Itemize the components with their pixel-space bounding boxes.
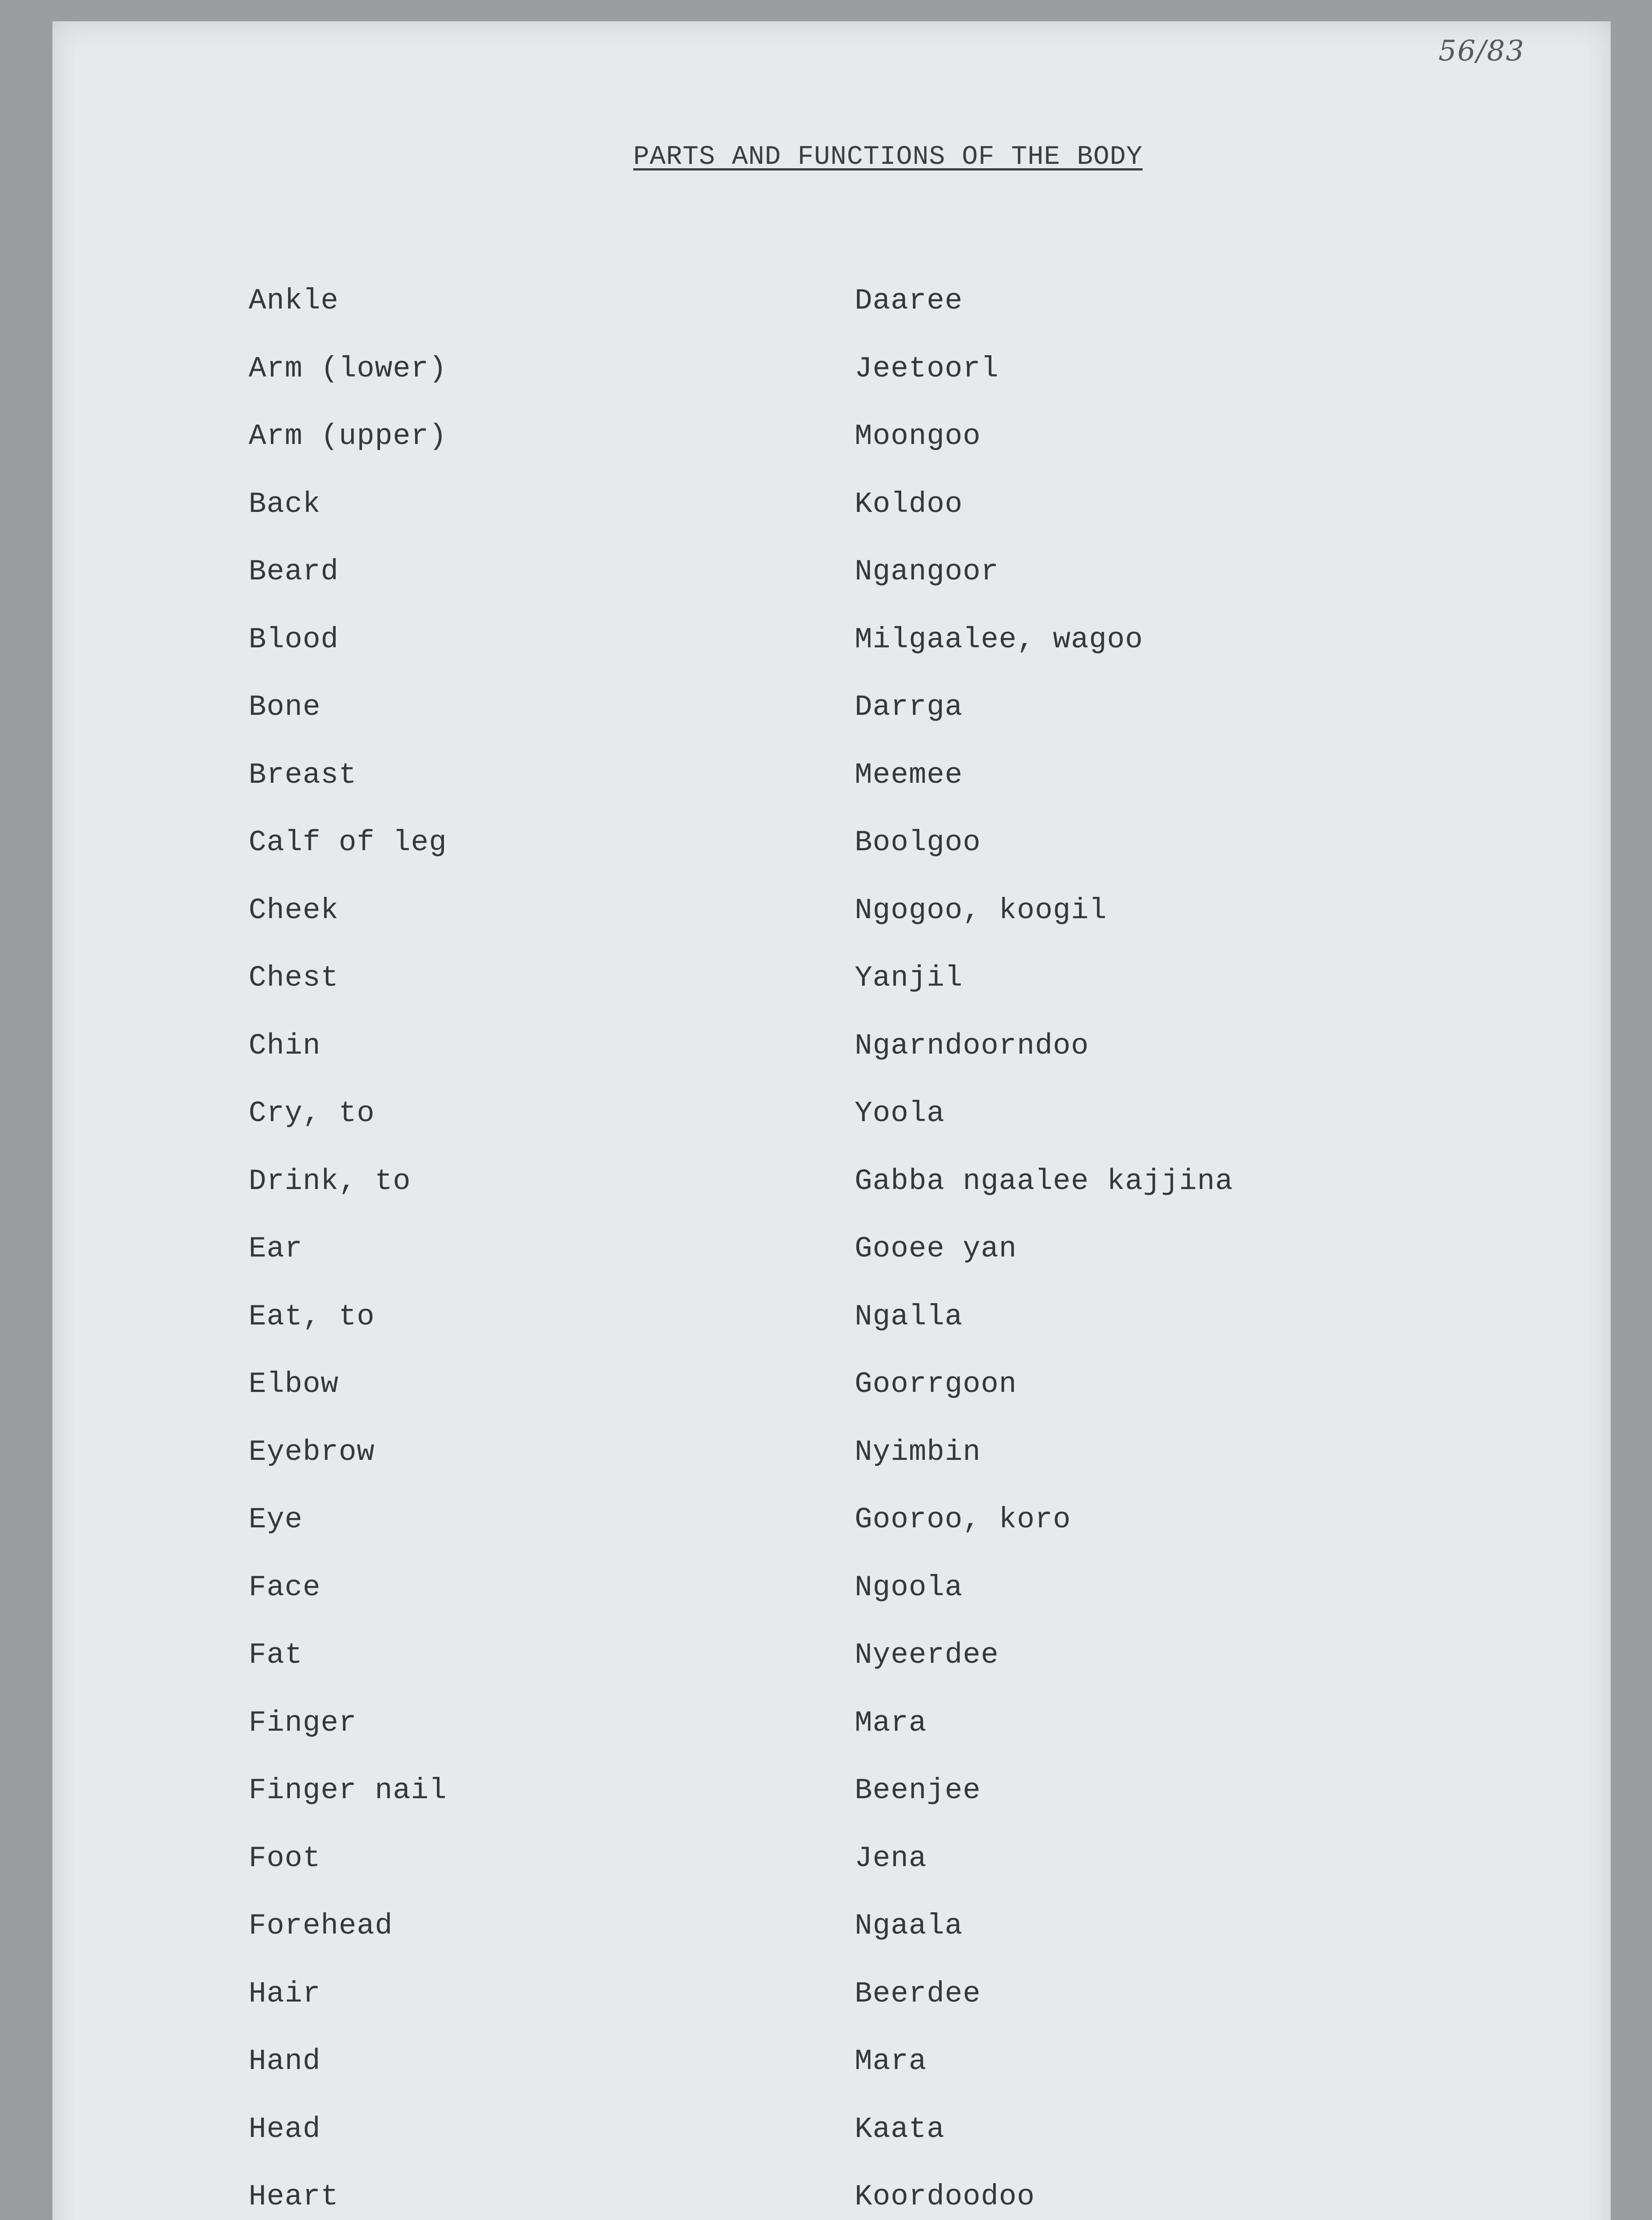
vocabulary-entry [0, 961, 1652, 1001]
aboriginal-translation: Goorrgoon [855, 1368, 1017, 1401]
aboriginal-translation: Koldoo [855, 488, 963, 521]
aboriginal-translation: Gooroo, koro [855, 1503, 1071, 1536]
vocabulary-entry [0, 1435, 1652, 1475]
english-term: Back [249, 488, 321, 521]
english-term: Elbow [249, 1368, 339, 1401]
vocabulary-entry [0, 1977, 1652, 2017]
vocabulary-entry [0, 2113, 1652, 2153]
vocabulary-entry [0, 1842, 1652, 1882]
vocabulary-entry [0, 488, 1652, 527]
english-term: Calf of leg [249, 826, 447, 859]
english-term: Fat [249, 1638, 303, 1672]
english-term: Ankle [249, 284, 339, 317]
vocabulary-entry [0, 284, 1652, 324]
aboriginal-translation: Beerdee [855, 1977, 981, 2010]
vocabulary-entry [0, 1165, 1652, 1205]
english-term: Foot [249, 1842, 321, 1875]
aboriginal-translation: Darrga [855, 690, 963, 724]
aboriginal-translation: Ngogoo, koogil [855, 894, 1107, 927]
aboriginal-translation: Koordoodoo [855, 2180, 1035, 2213]
english-term: Eyebrow [249, 1435, 375, 1469]
aboriginal-translation: Nyeerdee [855, 1638, 999, 1672]
aboriginal-translation: Beenjee [855, 1774, 981, 1807]
aboriginal-translation: Nyimbin [855, 1435, 981, 1469]
vocabulary-entry [0, 555, 1652, 595]
vocabulary-entry [0, 1638, 1652, 1678]
page-title: PARTS AND FUNCTIONS OF THE BODY [633, 142, 1143, 172]
english-term: Face [249, 1571, 321, 1604]
vocabulary-entry [0, 352, 1652, 392]
aboriginal-translation: Moongoo [855, 420, 981, 453]
english-term: Drink, to [249, 1165, 411, 1198]
vocabulary-entry [0, 1503, 1652, 1543]
english-term: Finger [249, 1706, 357, 1740]
vocabulary-entry [0, 1706, 1652, 1746]
english-term: Chin [249, 1029, 321, 1062]
aboriginal-translation: Kaata [855, 2113, 945, 2146]
english-term: Eat, to [249, 1300, 375, 1333]
aboriginal-translation: Ngoola [855, 1571, 963, 1604]
aboriginal-translation: Ngalla [855, 1300, 963, 1333]
english-term: Forehead [249, 1909, 393, 1942]
english-term: Ear [249, 1232, 303, 1265]
aboriginal-translation: Ngangoor [855, 555, 999, 588]
english-term: Beard [249, 555, 339, 588]
page-number: 56/83 [1438, 35, 1525, 67]
english-term: Breast [249, 758, 357, 792]
vocabulary-entry [0, 1029, 1652, 1069]
aboriginal-translation: Gooee yan [855, 1232, 1017, 1265]
vocabulary-entry [0, 420, 1652, 460]
aboriginal-translation: Mara [855, 2045, 927, 2078]
vocabulary-entry [0, 2045, 1652, 2085]
english-term: Cheek [249, 894, 339, 927]
vocabulary-entry [0, 758, 1652, 798]
vocabulary-entry [0, 1774, 1652, 1814]
vocabulary-entry [0, 1909, 1652, 1949]
english-term: Eye [249, 1503, 303, 1536]
vocabulary-entry [0, 690, 1652, 730]
english-term: Blood [249, 623, 339, 656]
vocabulary-entry [0, 1571, 1652, 1611]
aboriginal-translation: Gabba ngaalee kajjina [855, 1165, 1233, 1198]
english-term: Chest [249, 961, 339, 995]
english-term: Bone [249, 690, 321, 724]
english-term: Head [249, 2113, 321, 2146]
vocabulary-entry [0, 623, 1652, 663]
english-term: Finger nail [249, 1774, 447, 1807]
vocabulary-entry [0, 1368, 1652, 1407]
vocabulary-entry [0, 1097, 1652, 1137]
aboriginal-translation: Ngarndoorndoo [855, 1029, 1089, 1062]
aboriginal-translation: Meemee [855, 758, 963, 792]
aboriginal-translation: Daaree [855, 284, 963, 317]
aboriginal-translation: Mara [855, 1706, 927, 1740]
aboriginal-translation: Boolgoo [855, 826, 981, 859]
english-term: Arm (upper) [249, 420, 447, 453]
english-term: Hand [249, 2045, 321, 2078]
vocabulary-entry [0, 2180, 1652, 2220]
vocabulary-entry [0, 826, 1652, 866]
aboriginal-translation: Milgaalee, wagoo [855, 623, 1143, 656]
aboriginal-translation: Yoola [855, 1097, 945, 1130]
english-term: Cry, to [249, 1097, 375, 1130]
vocabulary-entry [0, 1232, 1652, 1272]
english-term: Arm (lower) [249, 352, 447, 385]
aboriginal-translation: Jeetoorl [855, 352, 999, 385]
vocabulary-entry [0, 894, 1652, 934]
aboriginal-translation: Yanjil [855, 961, 963, 995]
aboriginal-translation: Ngaala [855, 1909, 963, 1942]
english-term: Heart [249, 2180, 339, 2213]
aboriginal-translation: Jena [855, 1842, 927, 1875]
english-term: Hair [249, 1977, 321, 2010]
vocabulary-entry [0, 1300, 1652, 1340]
